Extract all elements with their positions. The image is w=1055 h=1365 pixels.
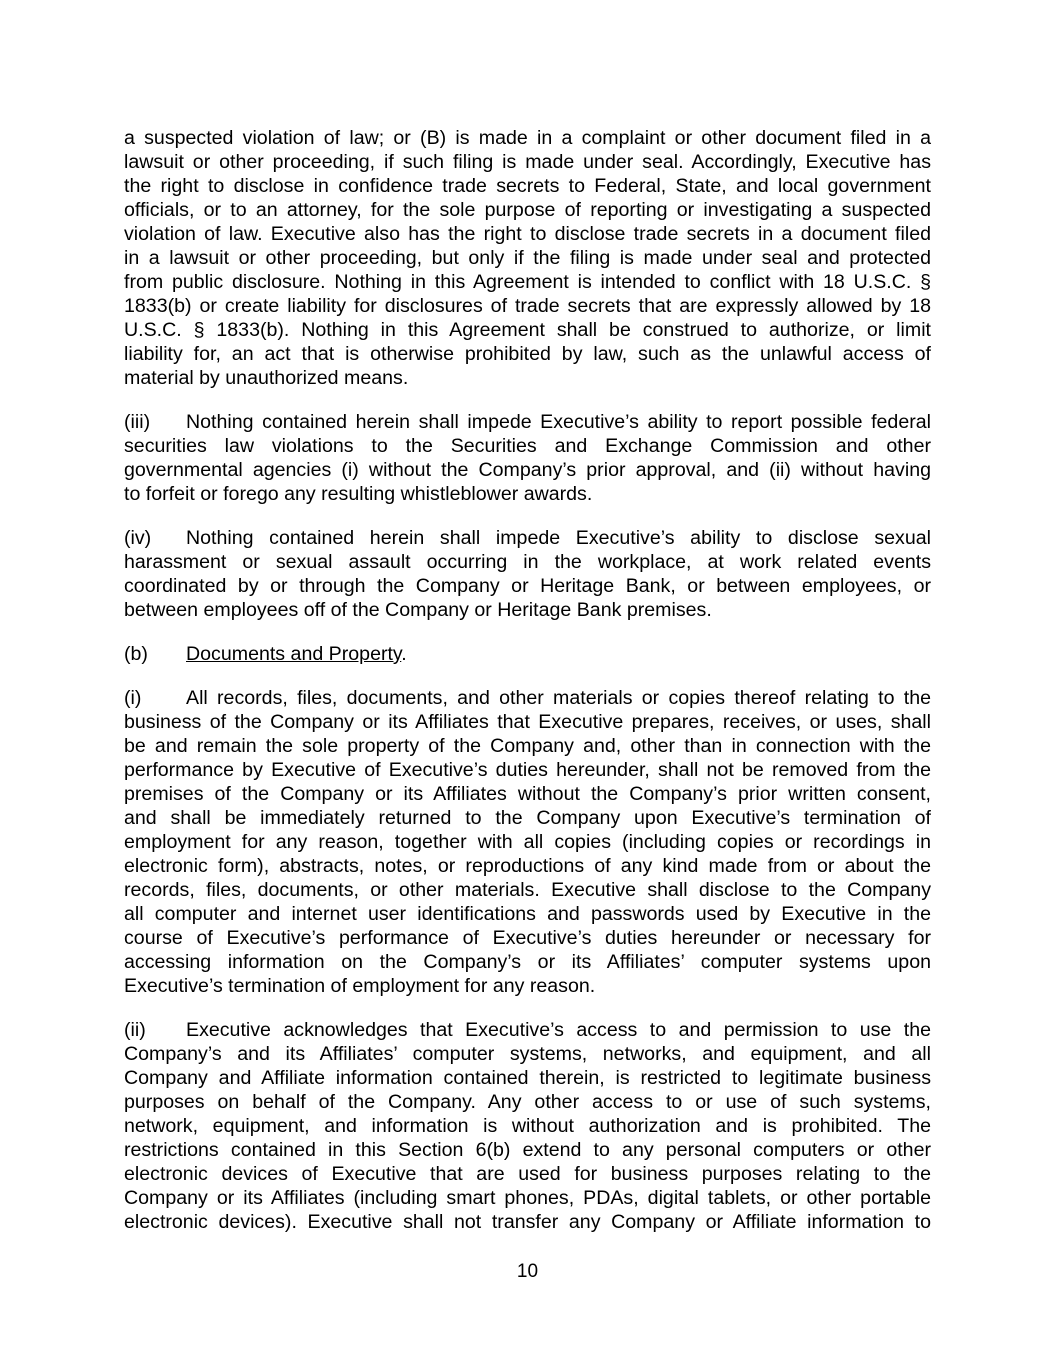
paragraph-line: accessing information on the Company’s or its Affiliates’ computer systems upon (124, 951, 931, 973)
paragraph-line: restrictions contained in this Section 6(b) extend to any personal computers or other (124, 1139, 931, 1161)
paragraph-line: officials, or to an attorney, for the sole purpose of reporting or investigating a suspected (124, 199, 931, 221)
paragraph-label: (i) (124, 687, 142, 709)
line-text: Nothing contained herein shall impede Executive’s ability to report possible federal (186, 411, 931, 433)
paragraph-line: and shall be immediately returned to the Company upon Executive’s termination of (124, 807, 931, 829)
paragraph-line: a suspected violation of law; or (B) is made in a complaint or other document filed in a (124, 127, 931, 149)
paragraph-line: be and remain the sole property of the Company and, other than in connection with the (124, 735, 931, 757)
paragraph-line: Company and Affiliate information contained therein, is restricted to legitimate business (124, 1067, 931, 1089)
paragraph-label: (iv) (124, 527, 152, 549)
paragraph-line: governmental agencies (i) without the Company’s prior approval, and (ii) without having (124, 459, 931, 481)
line-text: Executive acknowledges that Executive’s access to and permission to use the (186, 1019, 931, 1041)
paragraph-line: to forfeit or forego any resulting whistleblower awards. (124, 483, 593, 505)
page-number: 10 (516, 1261, 539, 1282)
heading-label: (b) (124, 643, 148, 665)
line-text: All records, files, documents, and other materials or copies thereof relating to the (186, 687, 931, 709)
paragraph (124, 126, 931, 390)
line-text: Nothing contained herein shall impede Executive’s ability to disclose sexual (186, 527, 931, 549)
section-a-continued (124, 126, 931, 622)
paragraph-line: Executive’s termination of employment for any reason. (124, 975, 596, 997)
paragraph (124, 1018, 931, 1234)
paragraph (124, 686, 931, 998)
paragraph-first-line (124, 526, 931, 550)
paragraph-line: coordinated by or through the Company or Heritage Bank, or between employees, or (124, 575, 931, 597)
heading-punct: . (401, 643, 407, 665)
paragraph-line: electronic form), abstracts, notes, or reproductions of any kind made from or about the (124, 855, 931, 877)
paragraph-line: 1833(b) or create liability for disclosures of trade secrets that are expressly allowed by 18 (124, 295, 931, 317)
paragraph-line: Company or its Affiliates (including smart phones, PDAs, digital tablets, or other portable (124, 1187, 931, 1209)
paragraph-label: (iii) (124, 411, 151, 433)
paragraph (124, 410, 931, 506)
paragraph-line: material by unauthorized means. (124, 367, 409, 389)
section-b-paragraphs (124, 686, 931, 1234)
paragraph-line: Company’s and its Affiliates’ computer systems, networks, and equipment, and all (124, 1043, 931, 1065)
paragraph-label: (ii) (124, 1019, 146, 1041)
paragraph-line: liability for, an act that is otherwise prohibited by law, such as the unlawful access of (124, 343, 931, 365)
paragraph-line: from public disclosure. Nothing in this Agreement is intended to conflict with 18 U.S.C. § (124, 271, 931, 293)
paragraph-line: the right to disclose in confidence trade secrets to Federal, State, and local government (124, 175, 931, 197)
paragraph-line: U.S.C. § 1833(b). Nothing in this Agreement shall be construed to authorize, or limit (124, 319, 931, 341)
paragraph (124, 526, 931, 622)
paragraph-first-line (124, 410, 931, 434)
section-heading-documents-property (124, 642, 931, 666)
paragraph-line: all computer and internet user identifications and passwords used by Executive in the (124, 903, 931, 925)
paragraph-line: violation of law. Executive also has the right to disclose trade secrets in a document filed (124, 223, 931, 245)
paragraph-line: employment for any reason, together with all copies (including copies or recordings in (124, 831, 931, 853)
heading-title: Documents and Property (186, 643, 402, 665)
paragraph-line: between employees off of the Company or Heritage Bank premises. (124, 599, 712, 621)
paragraph-line: network, equipment, and information is without authorization and is prohibited. The (124, 1115, 931, 1137)
paragraph-line: records, files, documents, or other materials. Executive shall disclose to the Company (124, 879, 931, 901)
paragraph-first-line (124, 686, 931, 710)
paragraph-line: electronic devices). Executive shall not transfer any Company or Affiliate information to (124, 1211, 931, 1233)
paragraph-line: purposes on behalf of the Company. Any other access to or use of such systems, (124, 1091, 931, 1113)
paragraph-line: premises of the Company or its Affiliates without the Company’s prior written consent, (124, 783, 931, 805)
paragraph-line: performance by Executive of Executive’s duties hereunder, shall not be removed from the (124, 759, 931, 781)
paragraph-line: business of the Company or its Affiliates that Executive prepares, receives, or uses, shall (124, 711, 931, 733)
paragraph-line: securities law violations to the Securities and Exchange Commission and other (124, 435, 931, 457)
document-body (124, 126, 931, 1254)
paragraph-line: in a lawsuit or other proceeding, but only if the filing is made under seal and protected (124, 247, 931, 269)
paragraph-line: course of Executive’s performance of Executive’s duties hereunder or necessary for (124, 927, 931, 949)
paragraph-line: electronic devices of Executive that are used for business purposes relating to the (124, 1163, 931, 1185)
paragraph-line: harassment or sexual assault occurring in the workplace, at work related events (124, 551, 931, 573)
paragraph-line: lawsuit or other proceeding, if such filing is made under seal. Accordingly, Executive has (124, 151, 931, 173)
paragraph-first-line (124, 1018, 931, 1042)
